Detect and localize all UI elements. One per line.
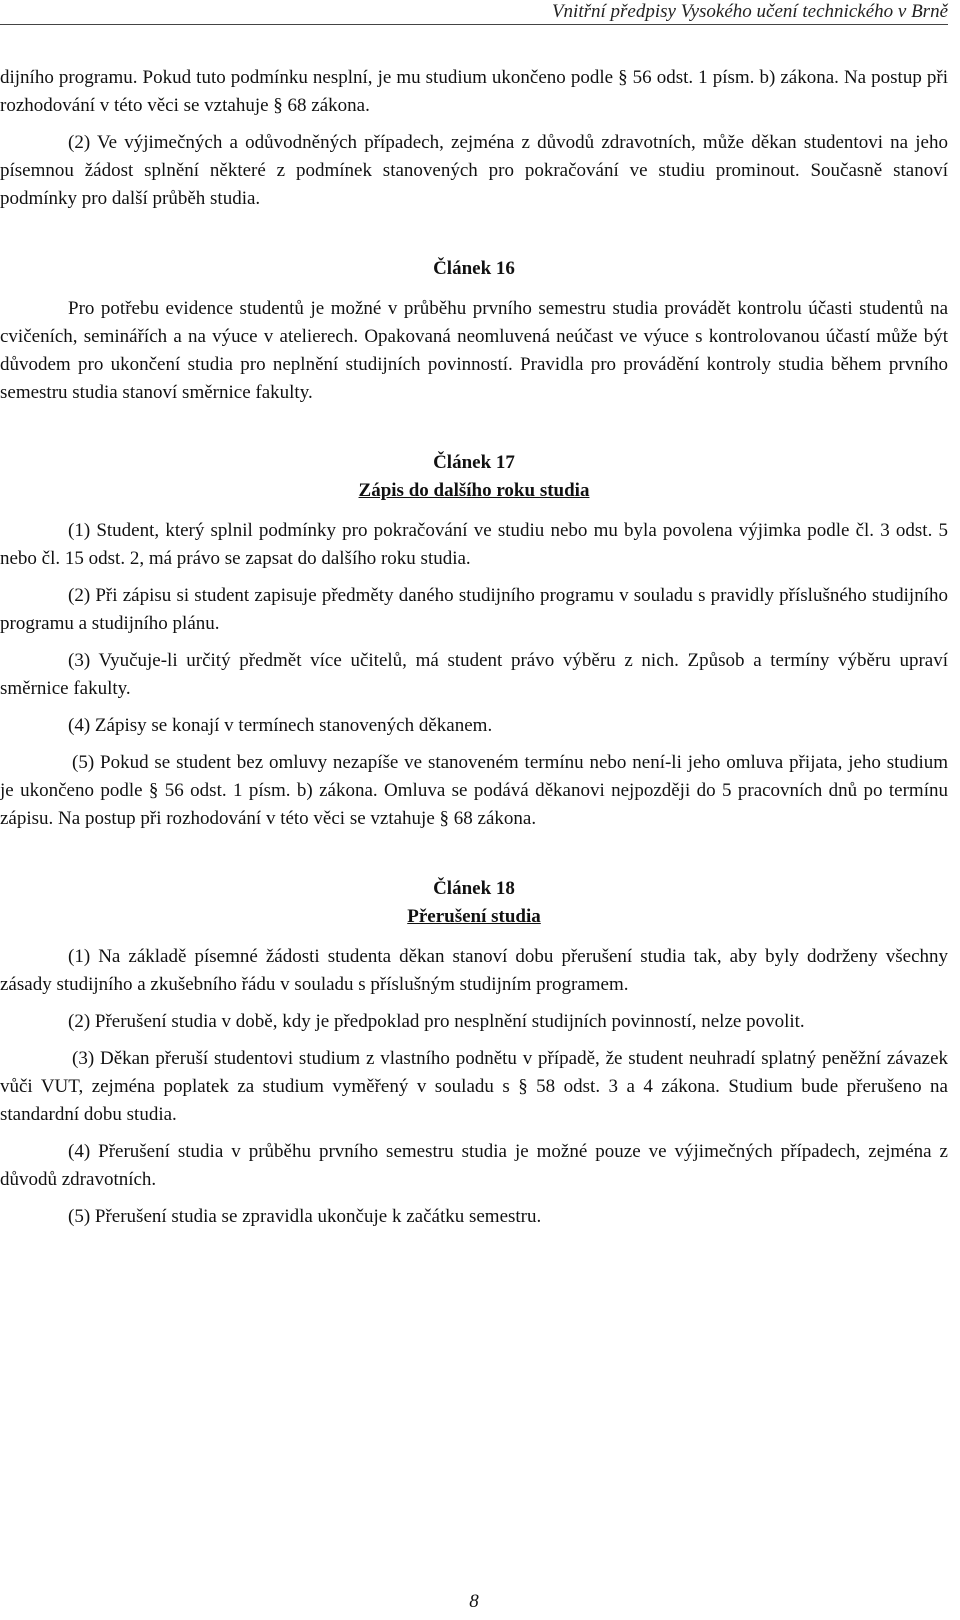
article-18-paragraph-1: (1) Na základě písemné žádosti studenta děkan stanoví dobu přerušení studia tak, aby byly dodrženy všechny zásady studijního a zkušebního řádu v souladu s příslušným studijním programem. xyxy=(0,946,948,995)
article-17-paragraph-5: (5) Pokud se student bez omluvy nezapíše ve stanoveném termínu nebo není-li jeho omluva přijata, jeho studium je ukončeno podle § 56 odst. 1 písm. b) zákona. Omluva se podává děkanovi nejpozději do 5 pracovních dnů po termínu zápisu. Na postup při rozhodování v této věci se vztahuje § 68 zákona. xyxy=(0,752,948,829)
page-number: 8 xyxy=(469,1591,479,1612)
article-17-paragraph-4: (4) Zápisy se konají v termínech stanovených děkanem. xyxy=(68,715,493,736)
article-18-subtitle: Přerušení studia xyxy=(407,906,541,927)
article-16-text: Pro potřebu evidence studentů je možné v průběhu prvního semestru studia provádět kontrolu účasti studentů na cvičeních, seminářích a na výuce v atelierech. Opakovaná neomluvená neúčast ve výuce s kontrolovanou účastí může být důvodem pro ukončení studia pro neplnění studijních povinností. Pravidla pro provádění kontroly studia během prvního semestru studia stanoví směrnice fakulty. xyxy=(0,298,948,403)
article-17-paragraph-2: (2) Při zápisu si student zapisuje předměty daného studijního programu v souladu s pravidly příslušného studijního programu a studijního plánu. xyxy=(0,585,948,634)
article-18-paragraph-3: (3) Děkan přeruší studentovi studium z vlastního podnětu v případě, že student neuhradí splatný peněžní závazek vůči VUT, zejména poplatek za studium vyměřený v souladu s § 58 odst. 3 a 4 zákona. Studium bude přerušeno na standardní dobu studia. xyxy=(0,1048,948,1125)
article-17-heading: Článek 17 xyxy=(433,452,515,473)
article-17-paragraph-1: (1) Student, který splnil podmínky pro pokračování ve studiu nebo mu byla povolena výjimka podle čl. 3 odst. 5 nebo čl. 15 odst. 2, má právo se zapsat do dalšího roku studia. xyxy=(0,520,948,569)
document-body xyxy=(0,64,960,1231)
article-18-heading: Článek 18 xyxy=(433,878,515,899)
paragraph-continuation: dijního programu. Pokud tuto podmínku nesplní, je mu studium ukončeno podle § 56 odst. 1 písm. b) zákona. Na postup při rozhodování v této věci se vztahuje § 68 zákona. xyxy=(0,67,948,116)
running-header: Vnitřní předpisy Vysokého učení technického v Brně xyxy=(551,1,948,22)
article-18-paragraph-5: (5) Přerušení studia se zpravidla ukončuje k začátku semestru. xyxy=(68,1206,542,1227)
article-18-paragraph-4: (4) Přerušení studia v průběhu prvního semestru studia je možné pouze ve výjimečných případech, zejména z důvodů zdravotních. xyxy=(0,1141,948,1190)
article-18-paragraph-2: (2) Přerušení studia v době, kdy je předpoklad pro nesplnění studijních povinností, nelze povolit. xyxy=(68,1011,805,1032)
article-17-paragraph-3: (3) Vyučuje-li určitý předmět více učitelů, má student právo výběru z nich. Způsob a termíny výběru upraví směrnice fakulty. xyxy=(0,650,948,699)
paragraph-2: (2) Ve výjimečných a odůvodněných případech, zejména z důvodů zdravotních, může děkan studentovi na jeho písemnou žádost splnění některé z podmínek stanovených pro pokračování ve studiu prominout. Současně stanoví podmínky pro další průběh studia. xyxy=(0,132,948,209)
header-divider xyxy=(0,24,948,25)
article-17-subtitle: Zápis do dalšího roku studia xyxy=(358,480,590,501)
article-16-heading: Článek 16 xyxy=(433,258,515,279)
